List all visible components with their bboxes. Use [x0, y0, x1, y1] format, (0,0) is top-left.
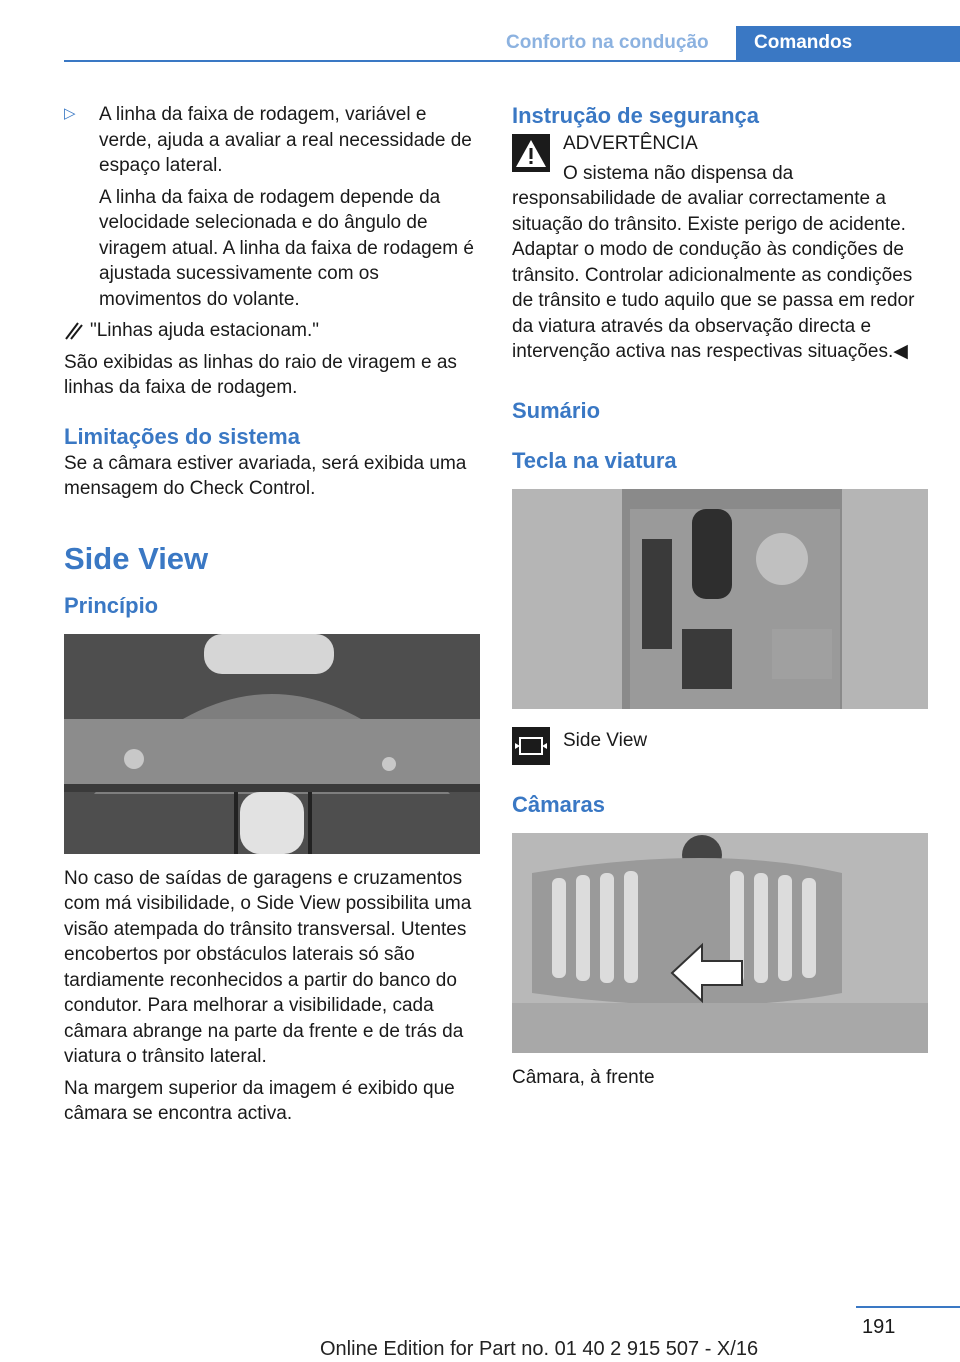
- left-column: [64, 102, 480, 1127]
- side-view-display-image: [64, 634, 480, 854]
- footer-rule: [856, 1306, 960, 1308]
- heading-safety: Instrução de segurança: [512, 103, 759, 128]
- paragraph: Se a câmara estiver avariada, será exibida uma mensagem do Check Control.: [64, 452, 467, 499]
- icon-line: [64, 318, 480, 344]
- icon-line-text: "Linhas ajuda estacionam.": [90, 320, 319, 341]
- right-column: [512, 102, 928, 1090]
- heading-button: Tecla na viatura: [512, 447, 677, 473]
- warning-text: O sistema não dispensa da responsabilidade de avaliar correctamente a situação do trânsito. Existe perigo de acidente. Adaptar o modo de condução às condições de trânsito. Controlar adicionalmente as condições de trânsito e tudo aquilo que se passa em redor da viatura através da observação directa e intervenção activa nas respectivas situações.◀: [512, 162, 915, 362]
- side-view-label: Side View: [563, 729, 648, 751]
- page-number: 191: [862, 1316, 896, 1338]
- edition-footer: Online Edition for Part no. 01 40 2 915 507 - X/16: [320, 1338, 759, 1360]
- bullet-text: A linha da faixa de rodagem, variável e verde, ajuda a avaliar a real necessidade de espaço lateral.: [99, 104, 472, 176]
- heading-summary: Sumário: [512, 397, 601, 423]
- chapter-tab[interactable]: Comandos: [736, 26, 960, 62]
- section-tab[interactable]: Conforto na condução: [506, 32, 709, 53]
- paragraph: São exibidas as linhas do raio de viragem e as linhas da faixa de rodagem.: [64, 351, 457, 398]
- heading-limitations: Limitações do sistema: [64, 423, 300, 449]
- side-view-button-row: [512, 727, 928, 767]
- parking-lines-icon: [64, 321, 84, 341]
- side-view-camera-icon: [512, 727, 550, 765]
- bullet-item: [64, 102, 480, 179]
- heading-side-view: Side View: [64, 540, 209, 576]
- heading-principle: Princípio: [64, 592, 159, 618]
- paragraph: No caso de saídas de garagens e cruzamentos com má visibilidade, o Side View possibilita uma visão atempada do trânsito transversal. Utentes encobertos por obstáculos laterais só são tardiamente reconhecidos a partir do banco do condutor. Para melhorar a visibilidade, cada câmara abrange na parte da frente e de trás da viatura o trânsito lateral.: [64, 867, 472, 1067]
- center-console-image: [512, 489, 928, 709]
- front-camera-image: [512, 833, 928, 1053]
- bullet-triangle-icon: ▷: [64, 105, 76, 122]
- bullet-subtext: A linha da faixa de rodagem depende da velocidade selecionada e do ângulo de viragem atual. A linha da faixa de rodagem é ajustada sucessivamente com os movimentos do volante.: [99, 186, 474, 310]
- header-rule: [64, 60, 960, 62]
- warning-triangle-icon: [512, 134, 550, 172]
- paragraph: Na margem superior da imagem é exibido que câmara se encontra activa.: [64, 1077, 455, 1124]
- warning-block: [512, 130, 928, 365]
- warning-title: ADVERTÊNCIA: [563, 133, 698, 154]
- camera-caption: Câmara, à frente: [512, 1066, 655, 1088]
- heading-cameras: Câmaras: [512, 791, 605, 817]
